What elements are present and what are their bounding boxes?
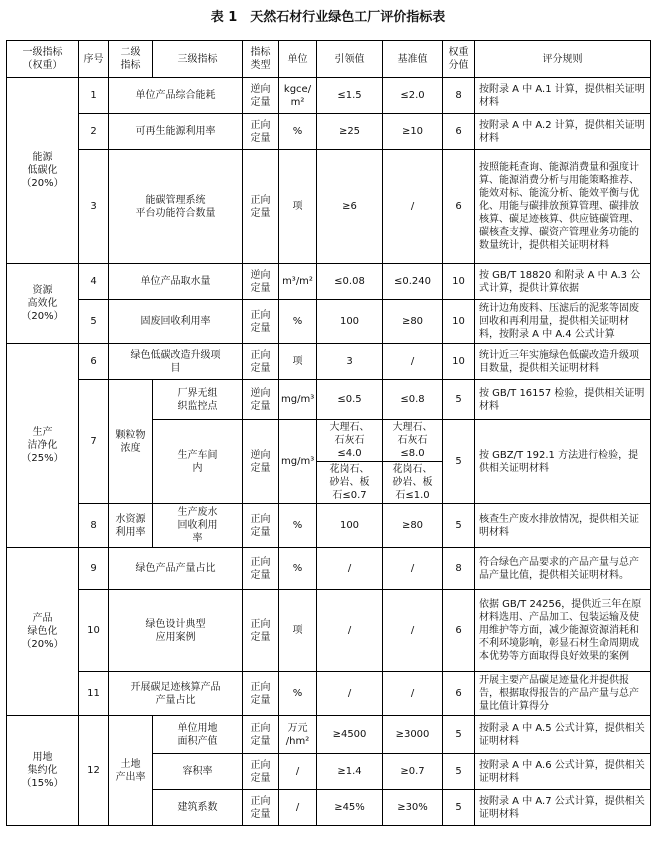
row-level3: 绿色低碳改造升级项 目 (109, 344, 243, 380)
row-no: 1 (79, 78, 109, 114)
header-row (7, 41, 651, 78)
row-no: 11 (79, 672, 109, 716)
row-unit: / (279, 790, 317, 826)
row-base: ≥10 (383, 114, 443, 150)
row-unit: % (279, 300, 317, 344)
group-cell: 产品 绿色化 （20%） (7, 548, 79, 716)
row-base: / (383, 548, 443, 590)
row-type: 正向 定量 (243, 114, 279, 150)
row-lead: 大理石、 石灰石 ≤4.0 (317, 420, 383, 462)
table-title: 表 1 天然石材行业绿色工厂评价指标表 (210, 10, 446, 25)
row-rule: 按 GB/T 16157 检验，提供相关证明材料 (475, 380, 651, 420)
row-score: 5 (443, 504, 475, 548)
row-base: ≤0.8 (383, 380, 443, 420)
table-row (7, 264, 651, 300)
row-base: ≥80 (383, 504, 443, 548)
row-level3: 容积率 (153, 754, 243, 790)
row-rule: 按附录 A 中 A.2 计算，提供相关证明材料 (475, 114, 651, 150)
row-unit: mg/m³ (279, 380, 317, 420)
row-base: / (383, 672, 443, 716)
row-type: 正向 定量 (243, 300, 279, 344)
group-cell: 能源 低碳化 （20%） (7, 78, 79, 264)
row-level3: 厂界无组 织监控点 (153, 380, 243, 420)
header-score: 权重 分值 (443, 41, 475, 78)
row-level2: 土地 产出率 (109, 716, 153, 826)
row-lead: / (317, 548, 383, 590)
group-cell: 生产 洁净化 （25%） (7, 344, 79, 548)
row-base: / (383, 590, 443, 672)
row-level3: 绿色产品产量占比 (109, 548, 243, 590)
row-lead: 花岗石、 砂岩、板 石≤0.7 (317, 462, 383, 504)
row-score: 5 (443, 716, 475, 754)
table-row (7, 114, 651, 150)
header-level1: 一级指标 （权重） (7, 41, 79, 78)
table-row (7, 672, 651, 716)
row-score: 6 (443, 590, 475, 672)
row-level3: 单位用地 面积产值 (153, 716, 243, 754)
group-cell: 资源 高效化 （20%） (7, 264, 79, 344)
row-no: 2 (79, 114, 109, 150)
row-level3: 固废回收利用率 (109, 300, 243, 344)
row-base: ≤2.0 (383, 78, 443, 114)
row-type: 逆向 定量 (243, 264, 279, 300)
row-type: 正向 定量 (243, 344, 279, 380)
row-rule: 按照能耗查询、能源消费量和强度计算、能源消费分析与用能策略推荐、能效对标、能流分析、能效平衡与优化、用能与碳排放预算管理、碳排放核算、碳足迹核算、供应链碳管理、碳核查支撑、碳资产管理业务功能的数量统计，提供相关证明材料 (475, 150, 651, 264)
row-base: ≥30% (383, 790, 443, 826)
row-unit: mg/m³ (279, 420, 317, 504)
row-lead: ≤0.5 (317, 380, 383, 420)
row-level3: 生产车间 内 (153, 420, 243, 504)
row-level3: 绿色设计典型 应用案例 (109, 590, 243, 672)
row-base: ≥0.7 (383, 754, 443, 790)
row-no: 12 (79, 716, 109, 826)
row-lead: / (317, 672, 383, 716)
row-no: 5 (79, 300, 109, 344)
row-level2: 水资源 利用率 (109, 504, 153, 548)
row-no: 4 (79, 264, 109, 300)
row-rule: 符合绿色产品要求的产品产量与总产品产量比值，提供相关证明材料。 (475, 548, 651, 590)
row-rule: 按 GB/T 18820 和附录 A 中 A.3 公式计算，提供计算依据 (475, 264, 651, 300)
row-lead: 100 (317, 504, 383, 548)
row-base: / (383, 150, 443, 264)
row-unit: % (279, 548, 317, 590)
row-rule: 依据 GB/T 24256，提供近三年在原材料选用、产品加工、包装运输及使用维护等方面，减少能源资源消耗和不利环境影响，彰显石材生命周期成本优势等方面取得良好效果的案例 (475, 590, 651, 672)
row-unit: 项 (279, 344, 317, 380)
row-base: 大理石、 石灰石 ≤8.0 (383, 420, 443, 462)
row-rule: 统计边角废料、压滤后的泥浆等固废回收和再利用量，提供相关证明材料，按附录 A 中 A.4 公式计算 (475, 300, 651, 344)
group-cell: 用地 集约化 （15%） (7, 716, 79, 826)
row-lead: 100 (317, 300, 383, 344)
row-score: 5 (443, 420, 475, 504)
row-score: 5 (443, 790, 475, 826)
row-level2: 颗粒物 浓度 (109, 380, 153, 504)
row-level3: 生产废水 回收利用 率 (153, 504, 243, 548)
table-row (7, 590, 651, 672)
header-type: 指标 类型 (243, 41, 279, 78)
row-no: 3 (79, 150, 109, 264)
row-level3: 建筑系数 (153, 790, 243, 826)
row-base: / (383, 344, 443, 380)
table-row (7, 548, 651, 590)
row-no: 7 (79, 380, 109, 504)
row-lead: ≤1.5 (317, 78, 383, 114)
header-lead: 引领值 (317, 41, 383, 78)
table-row (7, 344, 651, 380)
row-score: 8 (443, 78, 475, 114)
row-score: 8 (443, 548, 475, 590)
row-base: ≥80 (383, 300, 443, 344)
row-base: ≤0.240 (383, 264, 443, 300)
row-level3: 开展碳足迹核算产品 产量占比 (109, 672, 243, 716)
row-no: 8 (79, 504, 109, 548)
row-unit: 项 (279, 590, 317, 672)
row-base: 花岗石、 砂岩、板 石≤1.0 (383, 462, 443, 504)
row-unit: % (279, 114, 317, 150)
row-score: 5 (443, 754, 475, 790)
header-no: 序号 (79, 41, 109, 78)
row-score: 5 (443, 380, 475, 420)
row-type: 正向 定量 (243, 790, 279, 826)
table-row (7, 150, 651, 264)
row-lead: ≥25 (317, 114, 383, 150)
row-level3: 单位产品综合能耗 (109, 78, 243, 114)
row-unit: m³/m² (279, 264, 317, 300)
row-level3: 单位产品取水量 (109, 264, 243, 300)
row-type: 正向 定量 (243, 504, 279, 548)
row-base: ≥3000 (383, 716, 443, 754)
row-unit: % (279, 504, 317, 548)
row-lead: ≥45% (317, 790, 383, 826)
header-level2: 二级 指标 (109, 41, 153, 78)
row-type: 正向 定量 (243, 716, 279, 754)
table-row (7, 504, 651, 548)
row-type: 逆向 定量 (243, 420, 279, 504)
row-type: 逆向 定量 (243, 78, 279, 114)
row-rule: 按附录 A 中 A.6 公式计算，提供相关证明材料 (475, 754, 651, 790)
row-type: 正向 定量 (243, 548, 279, 590)
row-score: 10 (443, 300, 475, 344)
row-unit: kgce/ m² (279, 78, 317, 114)
row-score: 10 (443, 344, 475, 380)
row-type: 正向 定量 (243, 590, 279, 672)
row-rule: 核查生产废水排放情况，提供相关证明材料 (475, 504, 651, 548)
row-rule: 开展主要产品碳足迹量化并提供报告，根据取得报告的产品产量与总产量比值计算得分 (475, 672, 651, 716)
row-unit: / (279, 754, 317, 790)
row-type: 正向 定量 (243, 672, 279, 716)
row-lead: ≤0.08 (317, 264, 383, 300)
row-rule: 按 GBZ/T 192.1 方法进行检验，提供相关证明材料 (475, 420, 651, 504)
row-unit: % (279, 672, 317, 716)
row-score: 10 (443, 264, 475, 300)
row-type: 正向 定量 (243, 754, 279, 790)
table-row (7, 300, 651, 344)
row-lead: ≥1.4 (317, 754, 383, 790)
row-rule: 统计近三年实施绿色低碳改造升级项目数量，提供相关证明材料 (475, 344, 651, 380)
table-row (7, 380, 651, 420)
row-type: 正向 定量 (243, 150, 279, 264)
table-row (7, 716, 651, 754)
header-level3: 三级指标 (153, 41, 243, 78)
evaluation-table (6, 40, 651, 826)
row-level3: 可再生能源利用率 (109, 114, 243, 150)
header-unit: 单位 (279, 41, 317, 78)
header-base: 基准值 (383, 41, 443, 78)
row-lead: ≥4500 (317, 716, 383, 754)
row-no: 6 (79, 344, 109, 380)
row-unit: 万元 /hm² (279, 716, 317, 754)
row-level3: 能碳管理系统 平台功能符合数量 (109, 150, 243, 264)
row-rule: 按附录 A 中 A.7 公式计算，提供相关证明材料 (475, 790, 651, 826)
row-lead: 3 (317, 344, 383, 380)
row-type: 逆向 定量 (243, 380, 279, 420)
row-score: 6 (443, 114, 475, 150)
table-row (7, 78, 651, 114)
row-no: 10 (79, 590, 109, 672)
header-rule: 评分规则 (475, 41, 651, 78)
row-rule: 按附录 A 中 A.1 计算，提供相关证明材料 (475, 78, 651, 114)
row-no: 9 (79, 548, 109, 590)
row-unit: 项 (279, 150, 317, 264)
row-score: 6 (443, 150, 475, 264)
row-lead: ≥6 (317, 150, 383, 264)
row-score: 6 (443, 672, 475, 716)
row-lead: / (317, 590, 383, 672)
row-rule: 按附录 A 中 A.5 公式计算，提供相关证明材料 (475, 716, 651, 754)
